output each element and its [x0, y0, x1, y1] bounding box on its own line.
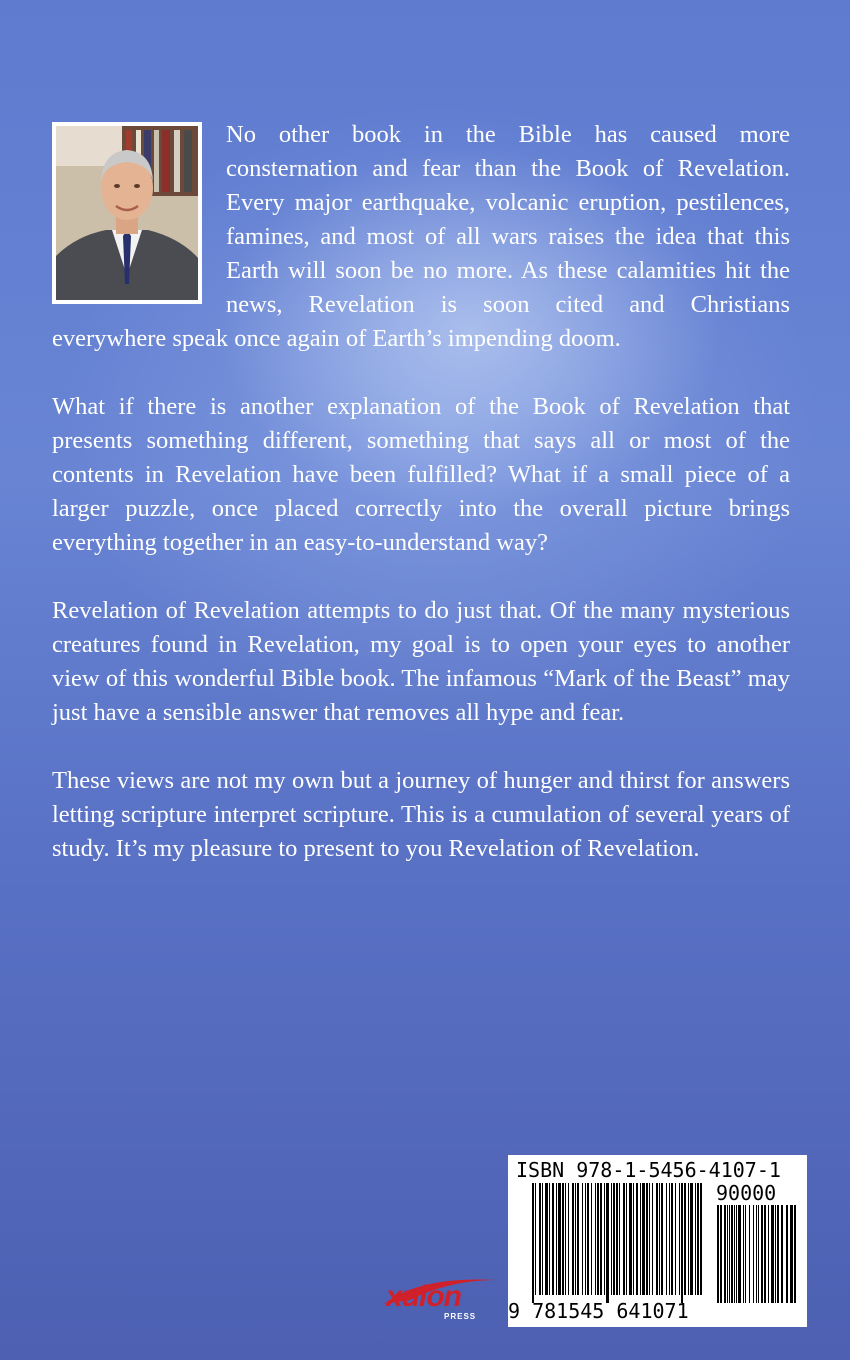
barcode-bar: [684, 1183, 686, 1295]
barcode-bar: [572, 1183, 574, 1295]
barcode-addon-bar: [758, 1205, 759, 1303]
barcode-addon-bar: [738, 1205, 741, 1303]
isbn-label: ISBN 978-1-5456-4107-1: [516, 1158, 781, 1182]
paragraph-2: What if there is another explanation of the Book of Revelation that presents something different, something that says all or most of the contents in Revelation have been fulfilled? What if a small piece of a larger puzzle, once placed correctly into the overall picture brings everything together in an easy-to-understand way?: [52, 393, 790, 556]
barcode-bar: [681, 1183, 683, 1303]
barcode-bar: [659, 1183, 660, 1295]
author-photo: [52, 122, 202, 304]
barcode-bar: [666, 1183, 667, 1295]
barcode-addon-bar: [727, 1205, 728, 1303]
barcode-bar: [562, 1183, 564, 1295]
isbn-digits: 9 781545 641071: [508, 1299, 689, 1323]
barcode-bar: [558, 1183, 561, 1295]
barcode-bar: [626, 1183, 627, 1295]
barcode-addon-bar: [777, 1205, 779, 1303]
paragraph-1: [52, 118, 790, 356]
barcode-bar: [675, 1183, 676, 1295]
barcode-bar: [591, 1183, 592, 1295]
barcode-addon-bar: [756, 1205, 757, 1303]
barcode-bar: [671, 1183, 673, 1295]
barcode-addon-bar: [729, 1205, 730, 1303]
barcode-bar: [582, 1183, 583, 1295]
barcode-bar: [604, 1183, 605, 1295]
isbn-addon-price: 90000: [716, 1181, 777, 1205]
barcode-bar: [539, 1183, 541, 1295]
barcode-bar: [700, 1183, 702, 1295]
paragraph-3: Revelation of Revelation attempts to do just that. Of the many mysterious creatures found in Revelation, my goal is to open your eyes to another view of this wonderful Bible book. The infamous “Mark of the Beast” may just have a sensible answer that removes all hype and fear.: [52, 597, 790, 726]
barcode-bar: [669, 1183, 670, 1295]
barcode-addon-bar: [775, 1205, 776, 1303]
barcode-bar: [565, 1183, 566, 1295]
barcode-bar: [585, 1183, 586, 1295]
barcode-bar: [595, 1183, 596, 1295]
barcode-addon-bar: [731, 1205, 733, 1303]
barcode-bar: [636, 1183, 638, 1295]
barcode-bar: [542, 1183, 543, 1295]
paragraph-1-text: No other book in the Bible has caused more consternation and fear than the Book of Revelation. Every major earthquake, volcanic eruption, pestilences, famines, and most of all wars raises the idea that this Earth will soon be no more. As these calamities hit the news, Revelation is soon cited and Christians everywhere speak once again of Earth’s impending doom.: [52, 121, 790, 352]
barcode-bar: [597, 1183, 599, 1295]
barcode-bar: [679, 1183, 680, 1295]
barcode-addon-bar: [749, 1205, 750, 1303]
barcode-bar: [535, 1183, 536, 1295]
barcode-addon-bar: [764, 1205, 766, 1303]
barcode-bar: [575, 1183, 576, 1295]
barcode-bar: [587, 1183, 589, 1295]
barcode-addon-bar: [724, 1205, 726, 1303]
barcode-bar: [556, 1183, 557, 1295]
barcode-bar: [619, 1183, 620, 1295]
barcode-bar: [532, 1183, 534, 1303]
barcode-bar: [640, 1183, 641, 1295]
barcode-bar: [545, 1183, 548, 1295]
barcode-bar: [611, 1183, 612, 1295]
barcode-bar: [552, 1183, 554, 1295]
barcode-bar: [606, 1183, 609, 1303]
barcode-bar: [613, 1183, 615, 1295]
barcode-addon-bar: [753, 1205, 754, 1303]
barcode-bar: [577, 1183, 579, 1295]
barcode-bar: [688, 1183, 689, 1295]
barcode-addon-bar: [717, 1205, 719, 1303]
barcode-addon-bar: [790, 1205, 793, 1303]
barcode-addon-bar: [786, 1205, 788, 1303]
back-cover-text: [52, 118, 790, 866]
barcode-bar: [646, 1183, 648, 1295]
author-portrait-image: [56, 126, 198, 300]
barcode-bar: [616, 1183, 618, 1295]
barcode-bar: [690, 1183, 693, 1295]
barcode-bar: [697, 1183, 699, 1295]
barcode-addon-bar: [794, 1205, 796, 1303]
publisher-logo: [380, 1270, 500, 1330]
paragraph-4: These views are not my own but a journey of hunger and thirst for answers letting scripture interpret scripture. This is a cumulation of several years of study. It’s my pleasure to present to you Revelation of Revelation.: [52, 767, 790, 862]
barcode-bar: [661, 1183, 663, 1295]
barcode-bar: [623, 1183, 625, 1295]
barcode-bar: [695, 1183, 696, 1295]
barcode-bar: [656, 1183, 658, 1295]
barcode-bar: [642, 1183, 645, 1295]
barcode-addon-bar: [771, 1205, 774, 1303]
barcode-addon-bar: [781, 1205, 783, 1303]
isbn-barcode: [508, 1155, 807, 1327]
barcode-bar: [568, 1183, 569, 1295]
barcode-addon-bar: [720, 1205, 722, 1303]
barcode-addon-bar: [745, 1205, 746, 1303]
barcode-addon-bar: [743, 1205, 744, 1303]
barcode-addon-bar: [761, 1205, 763, 1303]
logo-subtitle: PRESS: [444, 1312, 477, 1321]
barcode-addon-bar: [734, 1205, 735, 1303]
barcode-bar: [649, 1183, 650, 1295]
barcode-bar: [549, 1183, 550, 1295]
barcode-bar: [652, 1183, 653, 1295]
barcode-bar: [633, 1183, 634, 1295]
barcode-bar: [600, 1183, 602, 1295]
barcode-addon-bar: [736, 1205, 737, 1303]
logo-wordmark: xulon: [386, 1280, 461, 1313]
barcode-addon-bar: [768, 1205, 769, 1303]
barcode-bar: [629, 1183, 632, 1295]
